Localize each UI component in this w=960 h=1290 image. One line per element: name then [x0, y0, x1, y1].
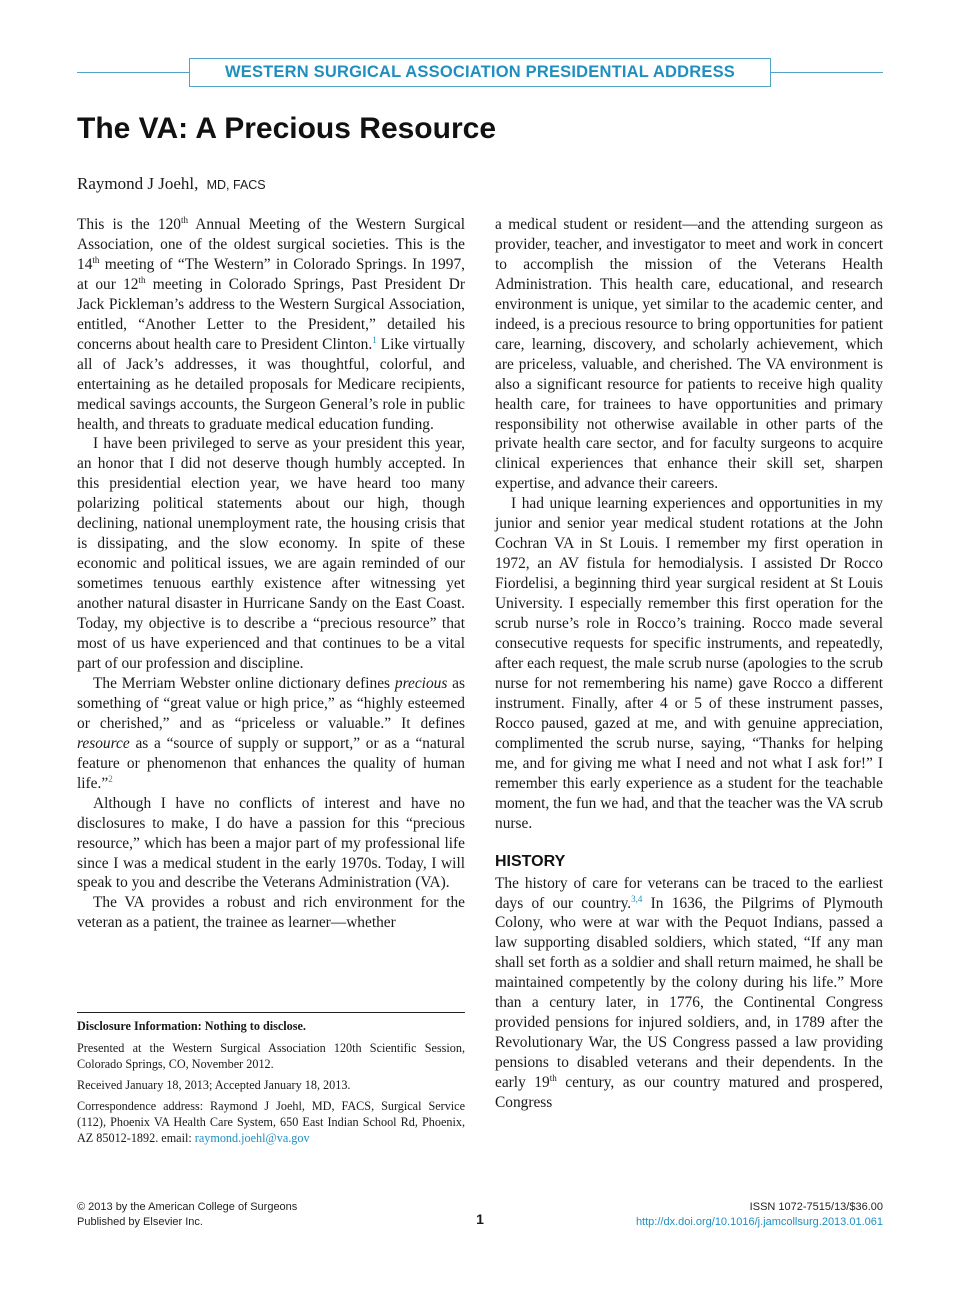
- superscript: th: [138, 274, 146, 285]
- email-link[interactable]: raymond.joehl@va.gov: [194, 1131, 310, 1145]
- author-credentials: MD, FACS: [206, 178, 266, 192]
- footnote-rule: [77, 1012, 465, 1013]
- left-paragraph-4: Although I have no conflicts of interest and have no disclosures to make, I do have a passion for this “precious resource,” which has been a major part of my professional life since I was a medical student in the early 1970s. Today, I will speak to you and describe the Veterans Administration (VA).: [77, 794, 465, 892]
- footer-right: [636, 1200, 883, 1230]
- superscript: th: [180, 214, 188, 225]
- text-run: meeting of “The Western” in Colorado Springs. In 1997, at our 12: [77, 255, 465, 293]
- left-paragraph-1: [77, 215, 465, 434]
- right-paragraph-2: I had unique learning experiences and opportunities in my junior and senior year medical student rotations at the John Cochran VA in St Louis. I remember my first operation in 1972, an AV fistula for hemodialysis. I assisted Dr Rocco Fiordelisi, a beginning third year surgical resident at St Louis University. I especially remember this first operation for the scrub nurse’s role in Rocco’s training. Rocco made several consecutive requests for specific instruments, and repeatedly, after each request, the male scrub nurse (apologies to the scrub nurse for not remembering his name) gave Rocco a different instrument. Finally, after 4 or 5 of these instrument passes, Rocco paused, gazed at me, and with genuine appreciation, complimented the scrub nurse, saying, “Thanks for helping me, and for giving me what I need and not what I ask for!” I remember this early experience as a student for the teachable moment, the fun we had, and that the teacher was the VA scrub nurse.: [495, 495, 883, 832]
- text-run: Annual Meeting of the Western Surgical Association, one of the oldest surgical societies. This is the 14: [77, 216, 466, 273]
- article-notes: [77, 1018, 465, 1151]
- text-run: This is the 120: [77, 216, 181, 233]
- correspondence-note: [77, 1098, 465, 1146]
- doi-link[interactable]: http://dx.doi.org/10.1016/j.jamcollsurg.2013.01.061: [635, 1216, 883, 1228]
- text-run: century, as our country matured and prospered, Congress: [495, 1074, 883, 1112]
- text-run: In 1636, the Pilgrims of Plymouth Colony, who were at war with the Pequot Indians, passed a law supporting disabled soldiers, which stated, “If any man shall set forth as a soldier and shall return maimed, he shall be maintained competently by the colony during his life.” More than a century later, in 1776, the Continental Congress provided pensions for injured soldiers, and, in 1789 after the Revolutionary War, the US Congress passed a law providing pensions to disabled veterans and their dependents. In the early 19: [495, 894, 883, 1092]
- right-column: [495, 215, 883, 1113]
- publisher-text: Published by Elsevier Inc.: [77, 1216, 203, 1228]
- emphasis: precious: [394, 674, 448, 692]
- reference-link[interactable]: 1: [372, 334, 377, 345]
- article-title: The VA: A Precious Resource: [77, 112, 497, 145]
- text-run: The Merriam Webster online dictionary defines: [93, 674, 395, 692]
- author-line: [77, 174, 266, 194]
- emphasis: resource: [77, 734, 130, 752]
- reference-link[interactable]: 2: [108, 773, 113, 784]
- disclosure-note: Disclosure Information: Nothing to disclose.: [77, 1019, 306, 1033]
- reference-link[interactable]: 3,4: [631, 893, 643, 904]
- author-name: Raymond J Joehl,: [77, 174, 199, 193]
- text-run: as something of “great value or high price,” as “highly esteemed or cherished,” and as “priceless or valuable.” It defines: [77, 674, 465, 732]
- presented-note: Presented at the Western Surgical Association 120th Scientific Session, Colorado Springs, CO, November 2012.: [77, 1041, 465, 1071]
- left-column: [77, 215, 465, 933]
- text-run: The history of care for veterans can be traced to the earliest days of our country.: [495, 874, 883, 912]
- copyright-text: © 2013 by the American College of Surgeons: [77, 1201, 298, 1213]
- text-run: as a “source of supply or support,” or as a “natural feature or phenomenon that enhances the quality of human life.”: [77, 734, 465, 792]
- left-paragraph-2: I have been privileged to serve as your president this year, an honor that I did not deserve though humbly accepted. In this presidential election year, we have heard too many polarizing political statements about our high, though declining, national unemployment rate, the housing crisis that is dissipating, and the slow economy. In spite of these economic and political issues, we are again reminded of our sometimes tenuous earthly existence after witnessing yet another natural disaster in Hurricane Sandy on the East Coast. Today, my objective is to describe a “precious resource” that most of us have experienced and that continues to be a vital part of our profession and discipline.: [77, 435, 465, 672]
- text-run: Like virtually all of Jack’s addresses, it was thoughtful, colorful, and entertaining as he detailed proposals for Medicare recipients, medical savings accounts, the Surgeon General’s role in public health, and threats to graduate medical education funding.: [77, 335, 465, 433]
- section-heading-history: HISTORY: [495, 852, 566, 870]
- banner-rule-left: [77, 72, 189, 73]
- left-paragraph-5: The VA provides a robust and rich environment for the veteran as a patient, the trainee as learner—whether: [77, 894, 465, 932]
- superscript: th: [92, 254, 100, 265]
- superscript: th: [549, 1072, 557, 1083]
- issn-text: ISSN 1072-7515/13/$36.00: [749, 1201, 883, 1213]
- correspondence-text: Correspondence address: Raymond J Joehl, MD, FACS, Surgical Service (112), Phoenix VA Health Care System, 650 East Indian School Rd, Phoenix, AZ 85012-1892. email:: [77, 1099, 465, 1145]
- received-note: Received January 18, 2013; Accepted January 18, 2013.: [77, 1078, 351, 1092]
- section-banner: WESTERN SURGICAL ASSOCIATION PRESIDENTIAL ADDRESS: [189, 58, 771, 87]
- right-paragraph-3: [495, 874, 883, 1113]
- page-number: 1: [476, 1211, 484, 1227]
- left-paragraph-3: [77, 674, 465, 794]
- right-paragraph-1: a medical student or resident—and the attending surgeon as provider, teacher, and investigator to meet and work in concert to accomplish the mission of the Veterans Health Administration. This health care, educational, and research environment is unique, yet similar to the academic center, and indeed, is a precious resource to bring opportunities for patient care, learning, discovery, and scholarly achievement, which are priceless, valuable, and cherished. The VA environment is also a significant resource for patients to receive high quality health care, for trainees to have opportunities and primary responsibility not otherwise available in other parts of the private health care sector, and for faculty surgeons to acquire clinical experiences that enhance their skill set, sharpen expertise, and advance their careers.: [495, 216, 883, 493]
- text-run: meeting in Colorado Springs, Past President Dr Jack Pickleman’s address to the Western Surgical Association, entitled, “Another Letter to the President,” detailed his concerns about health care to President Clinton.: [77, 275, 465, 353]
- banner-rule-right: [771, 72, 883, 73]
